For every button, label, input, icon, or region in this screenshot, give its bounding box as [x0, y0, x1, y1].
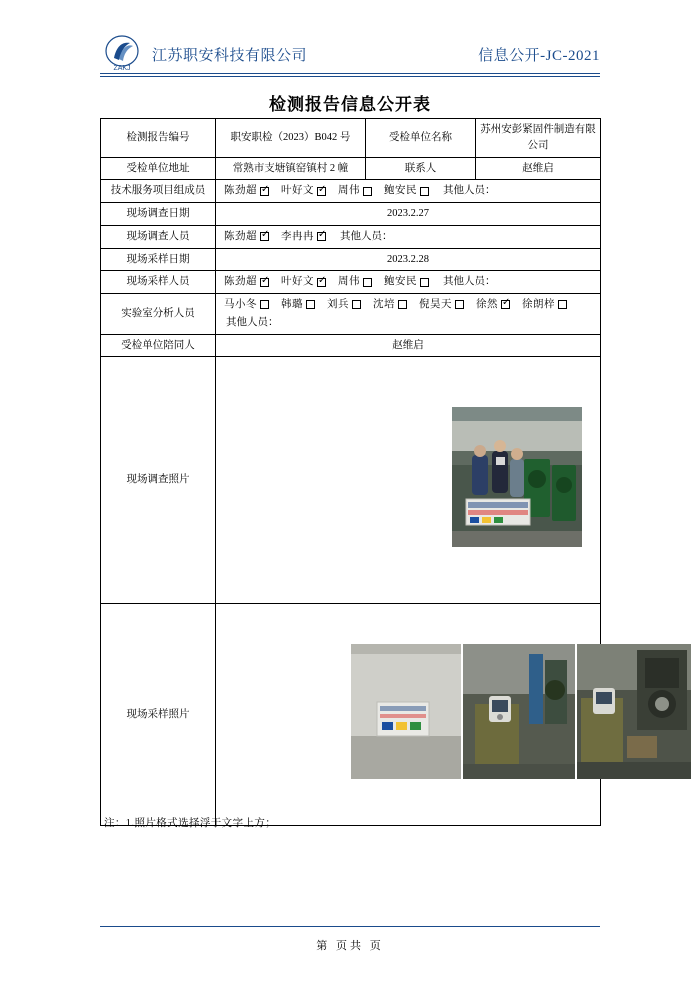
sampling-staff-name: 周伟: [338, 276, 360, 288]
team-label: 技术服务项目组成员: [101, 180, 216, 203]
checkbox-icon[interactable]: [558, 300, 567, 309]
team-member-name: 鲍安民: [384, 185, 417, 197]
page-number: 第 页共 页: [316, 940, 384, 952]
client-name-value: 苏州安彭紧固件制造有限公司: [476, 119, 601, 158]
lab-others-label: 其他人员：: [226, 316, 279, 328]
checkbox-icon[interactable]: [306, 300, 315, 309]
survey-staff-member[interactable]: [224, 229, 269, 245]
checkbox-icon[interactable]: [363, 187, 372, 196]
sampling-photo-cell: [216, 604, 601, 826]
lab-staff-name: 刘兵: [327, 299, 349, 310]
checkbox-icon[interactable]: [363, 278, 372, 287]
lab-staff-name: 沈培: [373, 299, 395, 310]
survey-staff-name: 李冉冉: [281, 230, 314, 242]
checkbox-icon[interactable]: [317, 232, 326, 241]
survey-others-label: 其他人员：: [340, 230, 393, 242]
survey-date-label: 现场调查日期: [101, 203, 216, 226]
table-row: [101, 157, 601, 180]
checkbox-icon[interactable]: [317, 278, 326, 287]
survey-photo: [452, 407, 582, 547]
survey-staff-cell: [216, 225, 601, 248]
client-name-label: 受检单位名称: [366, 119, 476, 158]
footer-divider: [100, 926, 600, 927]
checkbox-icon[interactable]: [420, 187, 429, 196]
team-members-cell: [216, 180, 601, 203]
checkbox-icon[interactable]: [455, 300, 464, 309]
sampling-staff-name: 陈劲超: [224, 276, 257, 288]
team-member[interactable]: [338, 183, 372, 199]
checkbox-icon[interactable]: [260, 232, 269, 241]
report-no-label: 检测报告编号: [101, 119, 216, 158]
sampling-others-label: 其他人员：: [443, 276, 496, 288]
lab-staff-label: 实验室分析人员: [101, 294, 216, 335]
photo-image: [463, 644, 575, 779]
checkbox-icon[interactable]: [398, 300, 407, 309]
checkbox-icon[interactable]: [420, 278, 429, 287]
team-member[interactable]: [281, 183, 326, 199]
sampling-staff-member[interactable]: [224, 274, 269, 290]
survey-photo-cell: [216, 357, 601, 604]
company-name: 江苏职安科技有限公司: [152, 47, 308, 64]
sampling-date-value: 2023.2.28: [216, 248, 601, 271]
lab-staff-member[interactable]: [373, 297, 407, 313]
checkbox-icon[interactable]: [352, 300, 361, 309]
svg-text:ZAKJ: ZAKJ: [113, 65, 131, 72]
company-logo-icon: [100, 34, 144, 74]
sampling-staff-name: 叶好文: [281, 276, 314, 288]
sampling-staff-cell: [216, 271, 601, 294]
lab-staff-member[interactable]: [281, 297, 315, 313]
lab-staff-name: 倪昊天: [419, 299, 452, 310]
contact-label: 联系人: [366, 157, 476, 180]
photo-image: [452, 407, 582, 547]
table-row: [101, 604, 601, 826]
sampling-photos: [351, 644, 691, 779]
checkbox-icon[interactable]: [260, 300, 269, 309]
lab-staff-member[interactable]: [419, 297, 464, 313]
sampling-staff-member[interactable]: [384, 274, 429, 290]
sampling-staff-label: 现场采样人员: [101, 271, 216, 294]
team-others-label: 其他人员：: [443, 185, 496, 197]
team-member-name: 周伟: [338, 185, 360, 197]
checkbox-icon[interactable]: [317, 187, 326, 196]
contact-value: 赵维启: [476, 157, 601, 180]
lab-staff-member[interactable]: [522, 297, 567, 313]
company-brand: [100, 34, 307, 74]
table-row: [101, 334, 601, 357]
survey-staff-name: 陈劲超: [224, 230, 257, 242]
table-row: [101, 203, 601, 226]
sampling-staff-member[interactable]: [338, 274, 372, 290]
table-row: [101, 119, 601, 158]
client-address-value: 常熟市支塘镇窑镇村 2 幢: [216, 157, 366, 180]
lab-staff-name: 韩璐: [281, 299, 303, 310]
lab-staff-name: 马小冬: [224, 299, 257, 310]
sampling-date-label: 现场采样日期: [101, 248, 216, 271]
lab-staff-name: 徐然: [476, 299, 498, 310]
checkbox-icon[interactable]: [501, 300, 510, 309]
page-title: 检测报告信息公开表: [269, 95, 431, 114]
escort-label: 受检单位陪同人: [101, 334, 216, 357]
photo-image: [351, 644, 461, 779]
table-row: [101, 357, 601, 604]
team-member[interactable]: [224, 183, 269, 199]
table-row: [101, 180, 601, 203]
lab-staff-cell: [216, 294, 601, 335]
survey-photo-label: 现场调查照片: [101, 357, 216, 604]
footnote: 注：1.照片格式选择浮于文字上方；: [104, 818, 277, 829]
survey-staff-label: 现场调查人员: [101, 225, 216, 248]
lab-staff-member[interactable]: [224, 297, 269, 313]
team-member-name: 叶好文: [281, 185, 314, 197]
team-member-name: 陈劲超: [224, 185, 257, 197]
table-row: [101, 248, 601, 271]
lab-staff-member[interactable]: [327, 297, 361, 313]
checkbox-icon[interactable]: [260, 278, 269, 287]
sampling-photo-label: 现场采样照片: [101, 604, 216, 826]
header-divider: [100, 73, 600, 74]
survey-staff-member[interactable]: [281, 229, 326, 245]
client-address-label: 受检单位地址: [101, 157, 216, 180]
document-code: 信息公开-JC-2021: [478, 47, 600, 64]
table-row: [101, 294, 601, 335]
table-row: [101, 271, 601, 294]
photo-image: [577, 644, 691, 779]
lab-staff-name: 徐朗梓: [522, 299, 555, 310]
lab-staff-member[interactable]: [476, 297, 510, 313]
checkbox-icon[interactable]: [260, 187, 269, 196]
team-member[interactable]: [384, 183, 429, 199]
survey-date-value: 2023.2.27: [216, 203, 601, 226]
header-divider-thin: [100, 76, 600, 77]
sampling-staff-member[interactable]: [281, 274, 326, 290]
table-row: [101, 225, 601, 248]
escort-value: 赵维启: [216, 334, 601, 357]
document-header: [100, 34, 600, 74]
report-no-value: 职安职检（2023）B042 号: [216, 119, 366, 158]
info-table: [100, 118, 601, 826]
sampling-staff-name: 鲍安民: [384, 276, 417, 288]
